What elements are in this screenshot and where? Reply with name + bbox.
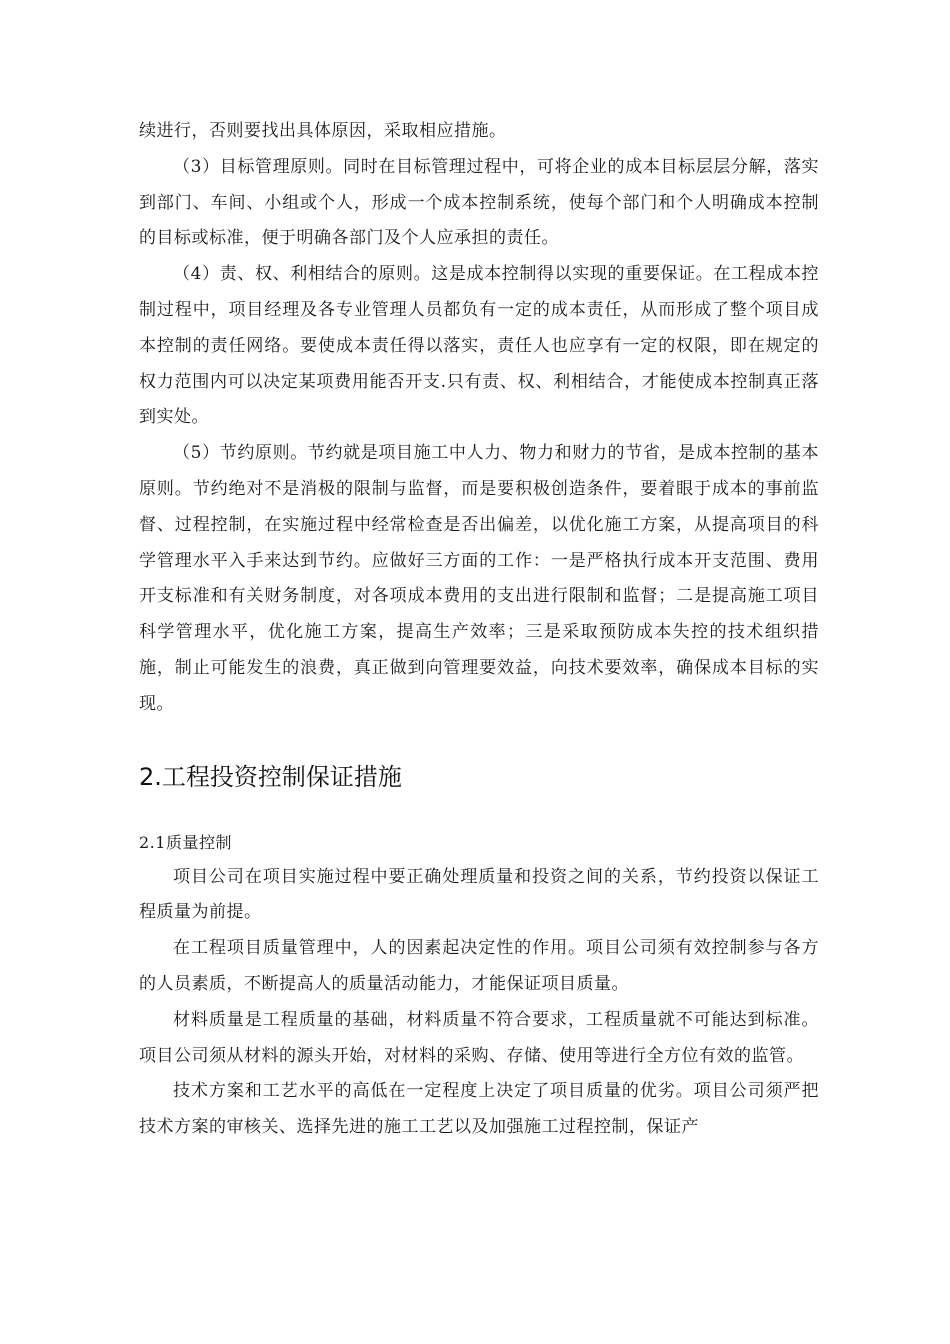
paragraph-continuation: 续进行，否则要找出具体原因，采取相应措施。 xyxy=(139,121,507,141)
paragraph-technical-plan: 技术方案和工艺水平的高低在一定程度上决定了项目质量的优劣。项目公司须严把技术方案的审核关、选择先进的施工工艺以及加强施工过程控制，保证产 xyxy=(139,1081,819,1138)
subsection-heading: 2.1质量控制 xyxy=(139,832,232,852)
section-heading: 2.工程投资控制保证措施 xyxy=(139,762,402,791)
paragraph-quality-investment: 项目公司在项目实施过程中要正确处理质量和投资之间的关系，节约投资以保证工程质量为前提。 xyxy=(139,866,819,923)
paragraph-principle-5: （5）节约原则。节约就是项目施工中人力、物力和财力的节省，是成本控制的基本原则。节约绝对不是消极的限制与监督，而是要积极创造条件，要着眼于成本的事前监督、过程控制，在实施过程中经常检查是否出偏差，以优化施工方案，从提高项目的科学管理水平入手来达到节约。应做好三方面的工作：一是严格执行成本开支范围、费用开支标准和有关财务制度，对各项成本费用的支出进行限制和监督；二是提高施工项目科学管理水平，优化施工方案，提高生产效率；三是采取预防成本失控的技术组织措施，制止可能发生的浪费，真正做到向管理要效益，向技术要效率，确保成本目标的实现。 xyxy=(139,443,819,714)
paragraph-principle-4: （4）责、权、利相结合的原则。这是成本控制得以实现的重要保证。在工程成本控制过程中，项目经理及各专业管理人员都负有一定的成本责任，从而形成了整个项目成本控制的责任网络。要使成本责任得以落实，责任人也应享有一定的权限，即在规定的权力范围内可以决定某项费用能否开支.只有责、权、利相结合，才能使成本控制真正落到实处。 xyxy=(139,264,819,428)
document-body xyxy=(139,114,819,1146)
paragraph-material-quality: 材料质量是工程质量的基础，材料质量不符合要求，工程质量就不可能达到标准。项目公司须从材料的源头开始，对材料的采购、存储、使用等进行全方位有效的监管。 xyxy=(139,1009,819,1066)
paragraph-principle-3: （3）目标管理原则。同时在目标管理过程中，可将企业的成本目标层层分解，落实到部门、车间、小组或个人，形成一个成本控制系统，使每个部门和个人明确成本控制的目标或标准，便于明确各部门及个人应承担的责任。 xyxy=(139,156,819,249)
paragraph-human-factor: 在工程项目质量管理中，人的因素起决定性的作用。项目公司须有效控制参与各方的人员素质，不断提高人的质量活动能力，才能保证项目质量。 xyxy=(139,938,819,994)
